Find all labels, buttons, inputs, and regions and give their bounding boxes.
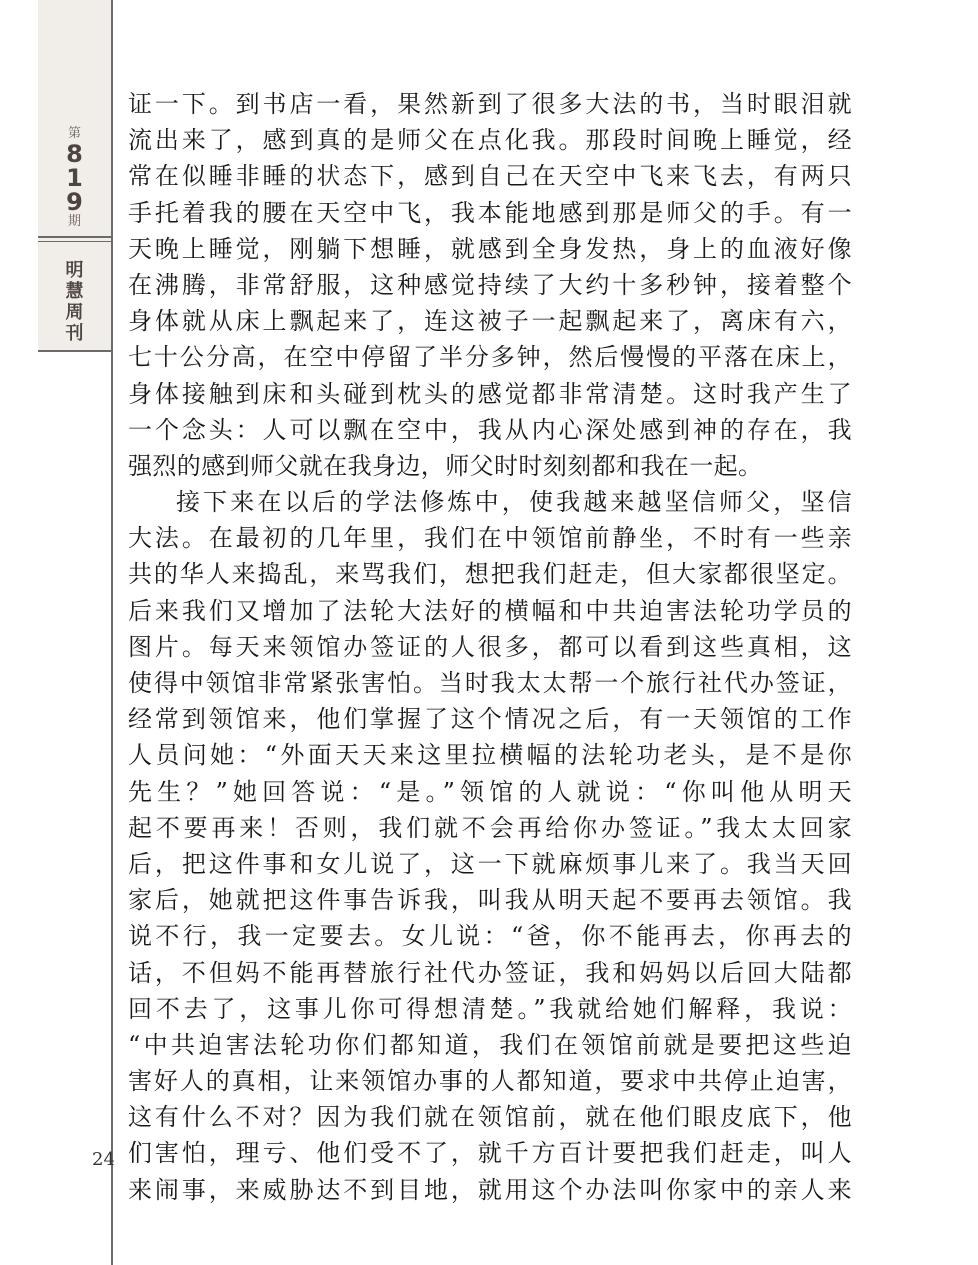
margin-rule-bottom [38, 350, 111, 352]
publication-title [38, 260, 111, 344]
issue-digit: 1 [66, 164, 83, 192]
text-line: 先生？”她回答说：“是。”领馆的人就说：“你叫他从明天 [128, 777, 852, 806]
text-line: 手托着我的腰在天空中飞，我本能地感到那是师父的手。有一 [128, 198, 852, 227]
text-line: 身体就从床上飘起来了，连这被子一起飘起来了，离床有六， [128, 307, 852, 336]
issue-digit: 8 [66, 140, 83, 168]
text-line: 说不行，我一定要去。女儿说：“爸，你不能再去，你再去的 [128, 922, 852, 951]
text-line: 使得中领馆非常紧张害怕。当时我太太帮一个旅行社代办签证， [128, 669, 852, 697]
margin-rule-vertical [111, 0, 113, 1265]
text-line: 后，把这件事和女儿说了，这一下就麻烦事儿来了。我当天回 [128, 849, 852, 878]
text-line: 后来我们又增加了法轮大法好的横幅和中共迫害法轮功学员的 [128, 596, 852, 625]
text-line: 常在似睡非睡的状态下，感到自己在天空中飞来飞去，有两只 [128, 162, 852, 191]
text-line: 七十公分高，在空中停留了半分多钟，然后慢慢的平落在床上， [128, 343, 852, 372]
text-line: 经常到领馆来，他们掌握了这个情况之后，有一天领馆的工作 [128, 705, 852, 734]
publication-title-char: 周 [65, 302, 84, 323]
text-line: 接下来在以后的学法修炼中，使我越来越坚信师父，坚信 [176, 488, 852, 517]
text-line: 回不去了，这事儿你可得想清楚。”我就给她们解释，我说： [128, 994, 852, 1023]
text-line: 图片。每天来领馆办签证的人很多，都可以看到这些真相，这 [128, 632, 852, 661]
text-line: 话，不但妈不能再替旅行社代办签证，我和妈妈以后回大陆都 [128, 958, 852, 987]
issue-digit: 9 [66, 188, 83, 216]
page-number: 24 [92, 1149, 115, 1170]
text-line: 这有什么不对？因为我们就在领馆前，就在他们眼皮底下，他 [128, 1103, 852, 1132]
text-line: 身体接触到床和头碰到枕头的感觉都非常清楚。这时我产生了 [128, 379, 852, 408]
text-line: 流出来了，感到真的是师父在点化我。那段时间晚上睡觉，经 [128, 126, 852, 155]
text-line: 来闹事，来威胁达不到目地，就用这个办法叫你家中的亲人来 [128, 1175, 852, 1204]
text-line: 起不要再来！否则，我们就不会再给你办签证。”我太太回家 [128, 813, 852, 842]
text-line: 在沸腾，非常舒服，这种感觉持续了大约十多秒钟，接着整个 [128, 270, 852, 299]
margin-rule-top-thin [38, 241, 111, 242]
text-line: 害好人的真相，让来领馆办事的人都知道，要求中共停止迫害， [128, 1067, 852, 1096]
text-line: 家后，她就把这件事告诉我，叫我从明天起不要再去领馆。我 [128, 886, 852, 915]
text-line: “中共迫害法轮功你们都知道，我们在领馆前就是要把这些迫 [128, 1030, 852, 1059]
text-line: 共的华人来捣乱，来骂我们，想把我们赶走，但大家都很坚定。 [128, 560, 852, 589]
issue-suffix: 期 [67, 214, 81, 229]
publication-title-char: 慧 [65, 281, 84, 302]
text-line: 们害怕，理亏、他们受不了，就千方百计要把我们赶走，叫人 [128, 1139, 852, 1168]
text-line: 天晚上睡觉，刚躺下想睡，就感到全身发热，身上的血液好像 [128, 234, 852, 263]
text-line: 人员问她：“外面天天来这里拉横幅的法轮功老头，是不是你 [128, 741, 852, 770]
publication-title-char: 明 [65, 260, 84, 281]
margin-rule-top [38, 236, 111, 238]
text-line: 大法。在最初的几年里，我们在中领馆前静坐，不时有一些亲 [128, 524, 852, 553]
issue-prefix: 第 [67, 126, 81, 141]
publication-title-char: 刊 [65, 323, 84, 344]
issue-number [38, 126, 111, 230]
text-line: 一个念头：人可以飘在空中，我从内心深处感到神的存在，我 [128, 415, 852, 444]
article-body [128, 86, 852, 1208]
text-line: 强烈的感到师父就在我身边，师父时时刻刻都和我在一起。 [128, 451, 763, 480]
text-line: 证一下。到书店一看，果然新到了很多大法的书，当时眼泪就 [128, 90, 852, 118]
